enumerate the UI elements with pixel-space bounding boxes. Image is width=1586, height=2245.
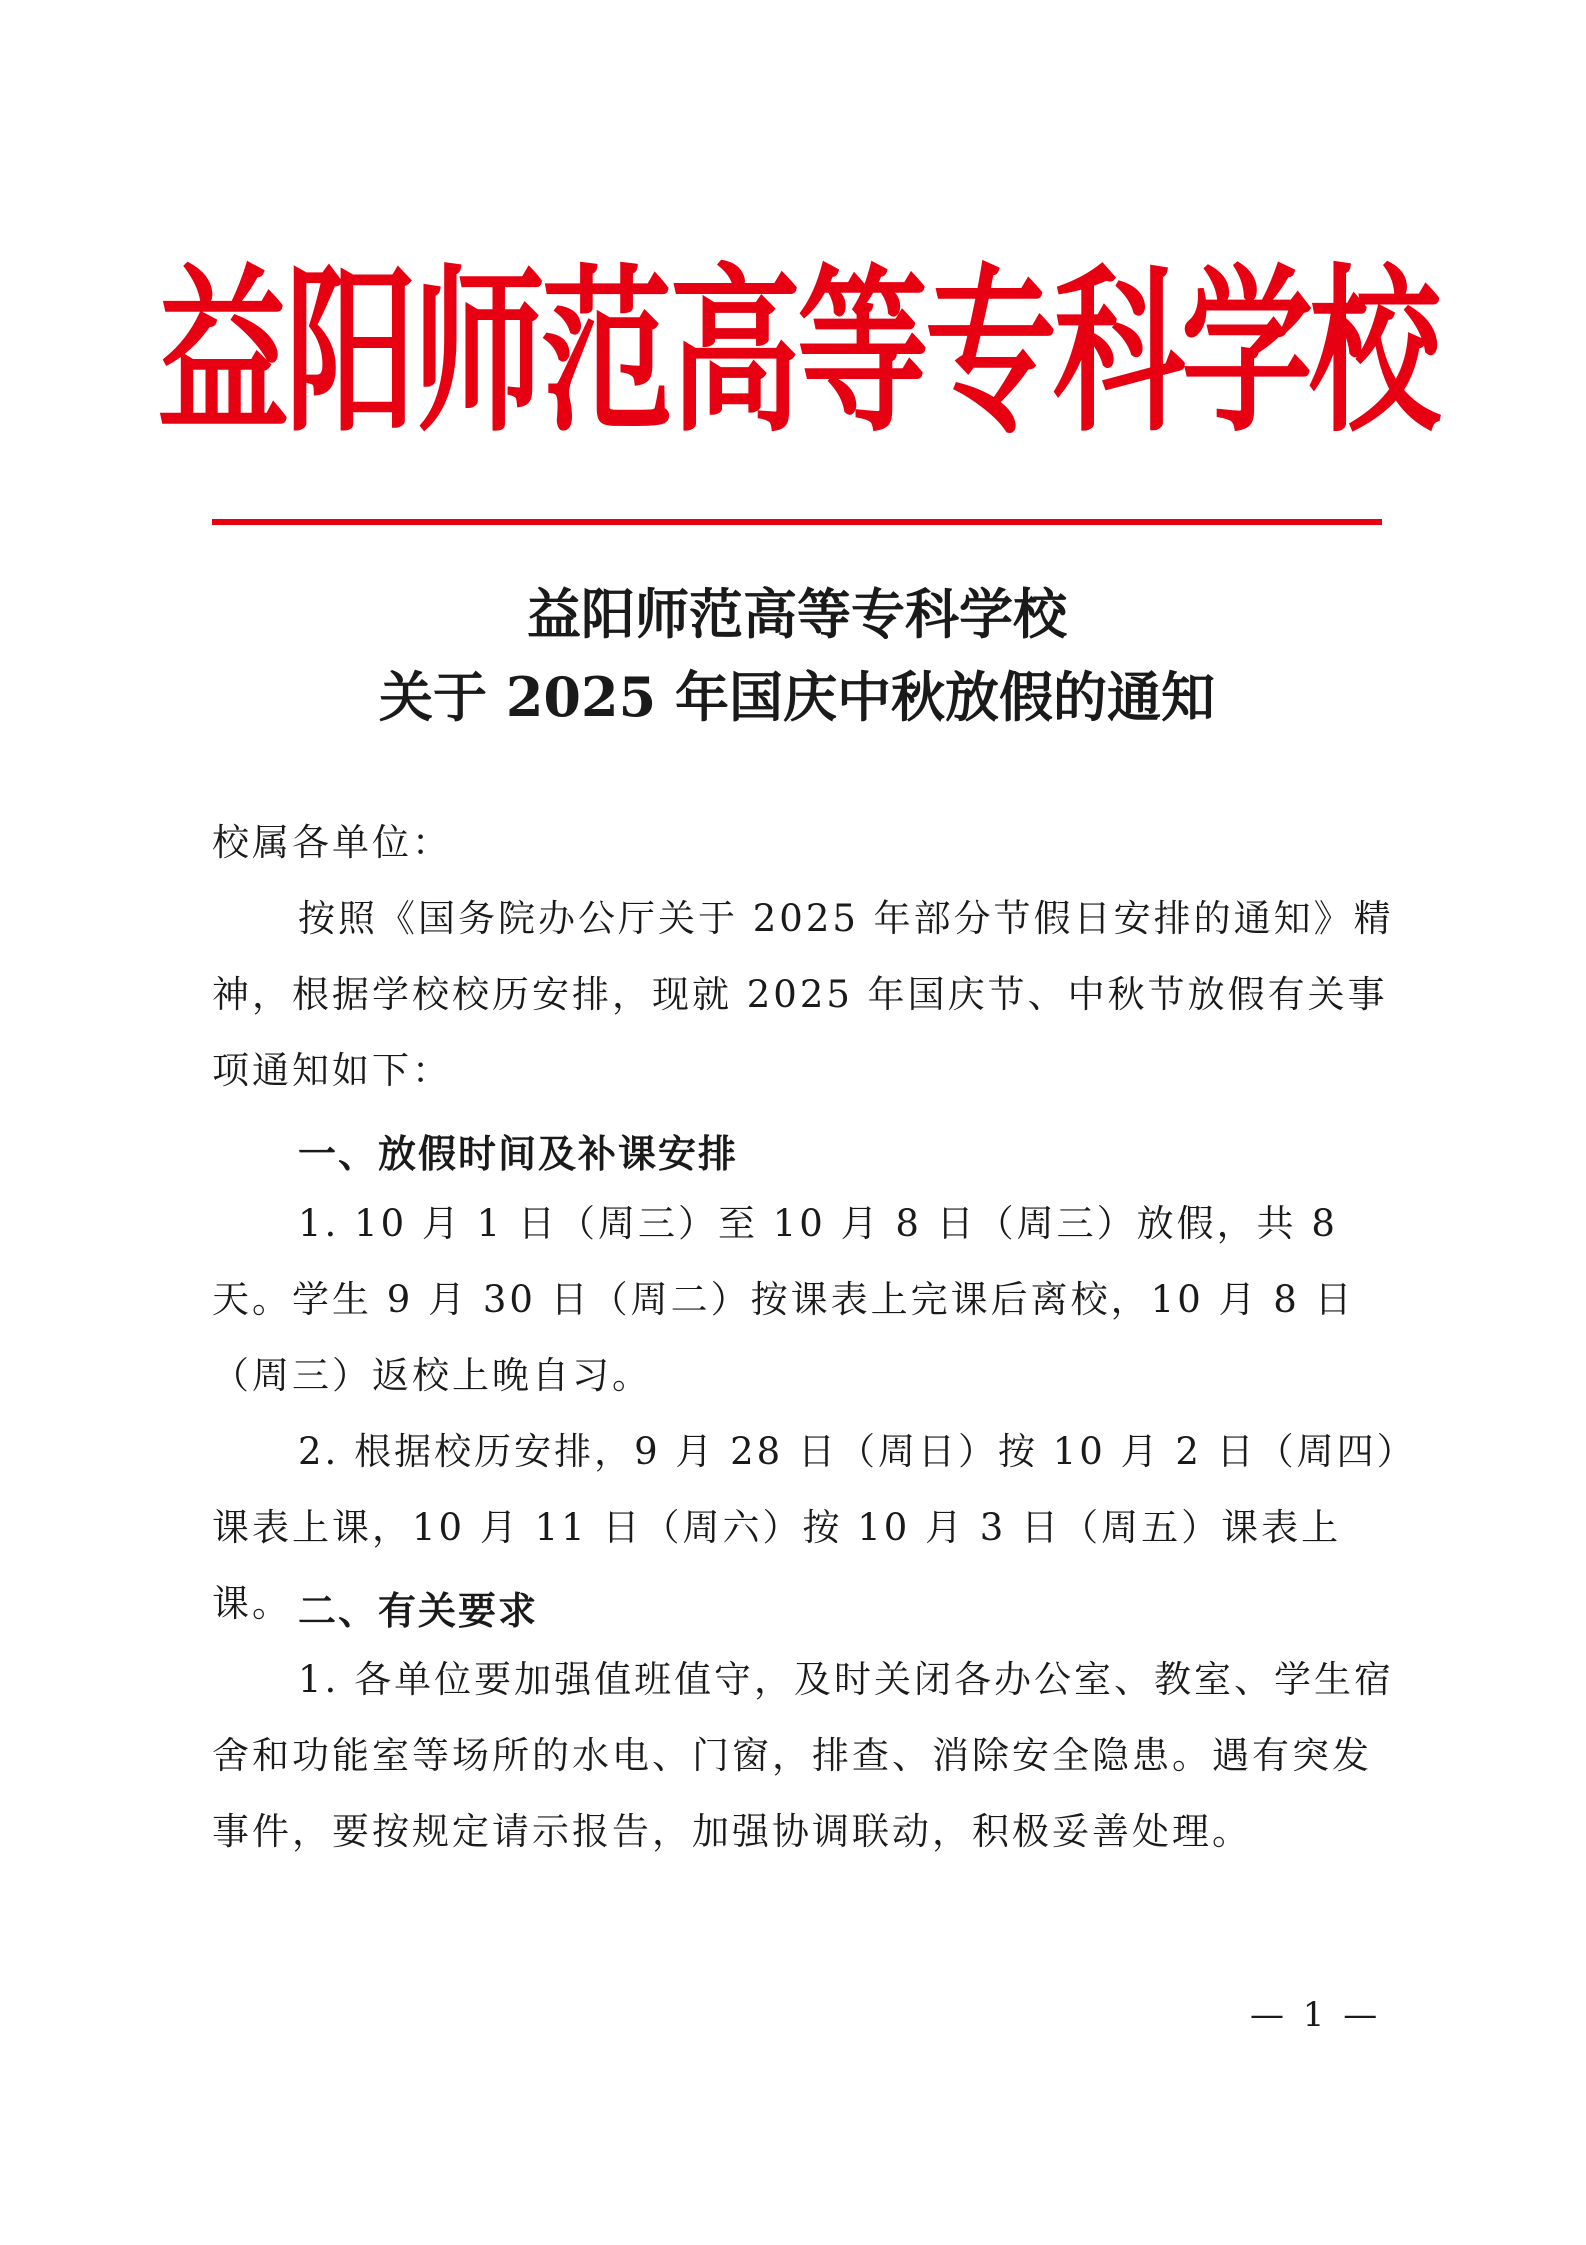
section-1-paragraph-1: 1. 10 月 1 日（周三）至 10 月 8 日（周三）放假，共 8 天。学生 9 月 30 日（周二）按课表上完课后离校，10 月 8 日（周三）返校上晚自习。 <box>212 1202 1355 1397</box>
section-heading-1: 一、放假时间及补课安排 <box>298 1132 739 1176</box>
section-heading-2: 二、有关要求 <box>298 1589 539 1633</box>
page-number: — 1 — <box>1250 1995 1382 2035</box>
red-divider-line <box>212 519 1382 525</box>
section-1-paragraph-2: 2. 根据校历安排，9 月 28 日（周日）按 10 月 2 日（周四）课表上课，10 月 11 日（周六）按 10 月 3 日（周五）课表上课。 <box>212 1430 1399 1625</box>
salutation: 校属各单位： <box>212 821 452 864</box>
masthead-institution-name: 益阳师范高等专科学校 <box>157 247 1437 458</box>
document-title-line-2: 关于 2025 年国庆中秋放假的通知 <box>379 665 1215 729</box>
intro-paragraph: 按照《国务院办公厅关于 2025 年部分节假日安排的通知》精神，根据学校校历安排，现就 2025 年国庆节、中秋节放假有关事项通知如下： <box>212 897 1394 1092</box>
section-2-paragraph-1: 1. 各单位要加强值班值守，及时关闭各办公室、教室、学生宿舍和功能室等场所的水电、门窗，排查、消除安全隐患。遇有突发事件，要按规定请示报告，加强协调联动，积极妥善处理。 <box>212 1658 1395 1853</box>
document-title-line-1: 益阳师范高等专科学校 <box>527 582 1067 646</box>
